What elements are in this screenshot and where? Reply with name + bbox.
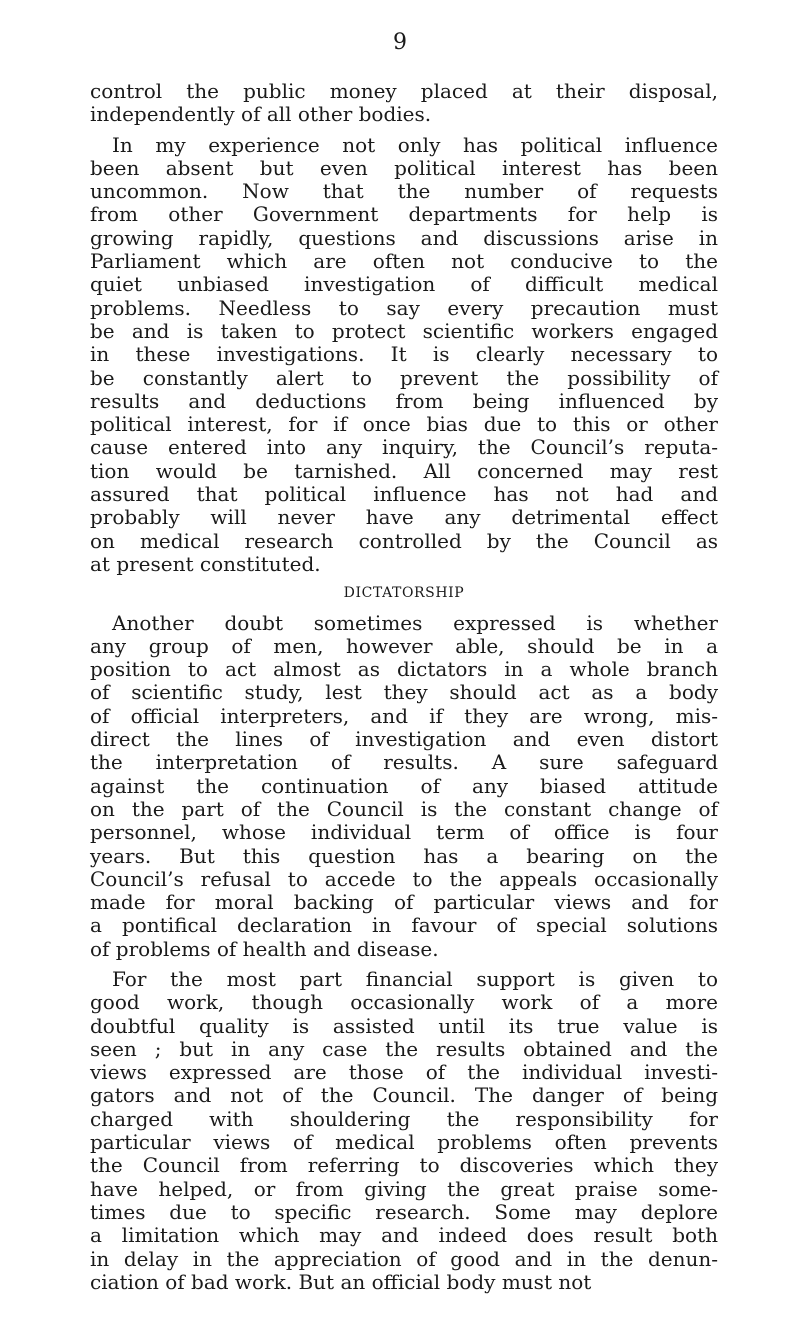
text-line: of problems of health and disease. xyxy=(90,936,439,961)
text-line: political interest, for if once bias due to this or other xyxy=(90,412,718,437)
paragraph xyxy=(90,80,718,127)
text-line: cause entered into any inquiry, the Council’s reputa- xyxy=(90,435,718,460)
text-line: particular views of medical problems often prevents xyxy=(90,1130,718,1155)
text-line: growing rapidly, questions and discussions arise in xyxy=(90,225,718,250)
text-column xyxy=(90,80,718,1294)
text-line: against the continuation of any biased attitude xyxy=(90,773,718,798)
text-line: tion would be tarnished. All concerned may rest xyxy=(90,458,718,483)
text-line: For the most part financial support is given to xyxy=(112,966,718,991)
text-line: problems. Needless to say every precaution must xyxy=(90,295,718,320)
page-number: 9 xyxy=(393,30,407,55)
text-line: In my experience not only has political influence xyxy=(112,132,718,157)
text-line: any group of men, however able, should be in a xyxy=(90,633,718,658)
text-line: good work, though occasionally work of a more xyxy=(90,990,718,1015)
text-line: be and is taken to protect scientific workers engaged xyxy=(90,318,718,343)
text-line: in these investigations. It is clearly necessary to xyxy=(90,342,718,367)
paragraph xyxy=(90,968,718,1294)
text-line: from other Government departments for help is xyxy=(90,202,718,227)
text-line: times due to specific research. Some may deplore xyxy=(90,1199,718,1224)
text-line: made for moral backing of particular views and for xyxy=(90,890,718,915)
text-line: ciation of bad work. But an official body must not xyxy=(90,1269,592,1294)
text-line: quiet unbiased investigation of difficult medical xyxy=(90,272,718,297)
text-line: direct the lines of investigation and even distort xyxy=(90,727,718,752)
body-text-after-heading xyxy=(90,612,718,1295)
text-line: Council’s refusal to accede to the appeals occasionally xyxy=(90,866,718,891)
text-line: results and deductions from being influenced by xyxy=(90,388,718,413)
text-line: position to act almost as dictators in a whole branch xyxy=(90,657,718,682)
text-line: a pontifical declaration in favour of special solutions xyxy=(90,913,718,938)
text-line: charged with shouldering the responsibility for xyxy=(90,1106,718,1131)
text-line: Another doubt sometimes expressed is whether xyxy=(112,610,718,635)
text-line: uncommon. Now that the number of requests xyxy=(90,179,718,204)
text-line: the Council from referring to discoveries which they xyxy=(90,1153,718,1178)
text-line: probably will never have any detrimental effect xyxy=(90,505,718,530)
text-line: the interpretation of results. A sure safeguard xyxy=(90,750,718,775)
text-line: personnel, whose individual term of office is four xyxy=(90,820,718,845)
section-heading: DICTATORSHIP xyxy=(343,585,465,602)
text-line: in delay in the appreciation of good and in the denun- xyxy=(90,1246,718,1271)
text-line: Parliament which are often not conducive to the xyxy=(90,249,718,274)
text-line: of scientific study, lest they should act as a body xyxy=(90,680,718,705)
text-line: have helped, or from giving the great praise some- xyxy=(90,1176,718,1201)
paragraph xyxy=(90,134,718,577)
text-line: at present constituted. xyxy=(90,551,321,576)
text-line: a limitation which may and indeed does result both xyxy=(90,1223,718,1248)
text-line: independently of all other bodies. xyxy=(90,102,432,127)
text-line: doubtful quality is assisted until its true value is xyxy=(90,1013,718,1038)
paragraph xyxy=(90,612,718,961)
text-line: seen ; but in any case the results obtained and the xyxy=(90,1036,718,1061)
text-line: years. But this question has a bearing on the xyxy=(90,843,718,868)
text-line: on medical research controlled by the Council as xyxy=(90,528,718,553)
text-line: of official interpreters, and if they are wrong, mis- xyxy=(90,703,718,728)
text-line: views expressed are those of the individual investi- xyxy=(90,1060,718,1085)
text-line: control the public money placed at their disposal, xyxy=(90,79,718,103)
text-line: gators and not of the Council. The danger of being xyxy=(90,1083,718,1108)
body-text-before-heading xyxy=(90,80,718,576)
text-line: assured that political influence has not had and xyxy=(90,482,718,507)
text-line: on the part of the Council is the constant change of xyxy=(90,796,718,821)
text-line: be constantly alert to prevent the possibility of xyxy=(90,365,718,390)
text-line: been absent but even political interest has been xyxy=(90,155,718,180)
